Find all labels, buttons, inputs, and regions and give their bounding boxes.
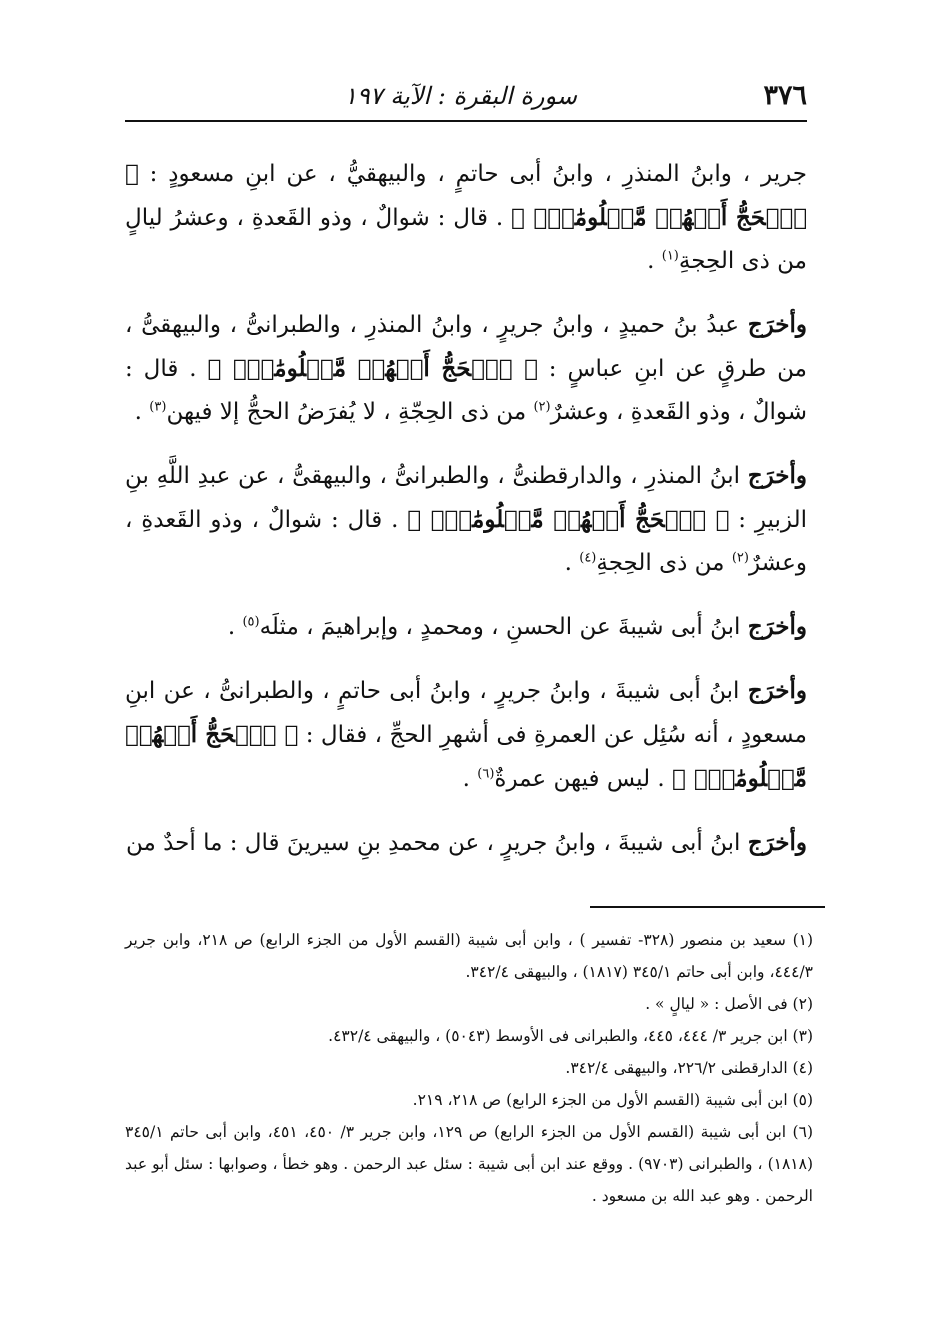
paragraph-text: من ذى الحِجّةِ ، لا يُفرَضُ الحجُّ إلا فيهن bbox=[166, 399, 534, 425]
footnote-4: (٤) الدارقطنى ٢٢٦/٢، والبيهقى ٣٤٢/٤. bbox=[565, 1059, 813, 1077]
footnote-ref: (٥) bbox=[242, 614, 260, 630]
paragraph-2 bbox=[125, 303, 807, 434]
footnote-1: (١) سعيد بن منصور (٣٢٨- تفسير ) ، وابن أبى شيبة (القسم الأول من الجزء الرابع) ص ٢١٨، وابن جرير ٤٤٤/٣، وابن أبى حاتم ٣٤٥/١ (١٨١٧) ، والبيهقى ٣٤٢/٤. bbox=[125, 931, 814, 981]
paragraph-text: عبدُ بنُ حميدٍ ، وابنُ جريرٍ ، وابنُ المنذرِ ، والطبرانىُّ ، والبيهقىُّ ، من طرقٍ عن ابنِ عباسٍ : bbox=[125, 312, 807, 382]
paragraph-text: ابنُ المنذرِ ، والدارقطنىُّ ، والطبرانىُّ ، والبيهقىُّ ، عن عبدِ اللَّهِ بنِ الزبيرِ : bbox=[125, 463, 807, 533]
footnote-2: (٢) فى الأصل : « ليالٍ » . bbox=[645, 995, 813, 1013]
quran-verse: ﴿ ٱلۡحَجُّ أَشۡهُرٞ مَّعۡلُومَٰتٞۚ ﴾ bbox=[125, 160, 807, 231]
page-header bbox=[125, 68, 807, 122]
paragraph-end: . bbox=[564, 550, 580, 576]
paragraph-text: جرير ، وابنُ المنذرِ ، وابنُ أبى حاتمٍ ، والبيهقيُّ ، عن ابنِ مسعودٍ : bbox=[138, 161, 807, 187]
paragraph-text: . قال : شوالٌ ، وذو القَعدةِ ، وعشرُ ليالٍ من ذى الحِجةِ bbox=[125, 205, 807, 274]
quran-verse: ﴿ ٱلۡحَجُّ أَشۡهُرٞ مَّعۡلُومَٰتٞۚ ﴾ bbox=[407, 506, 730, 533]
paragraph-lead: وأخرَج bbox=[747, 613, 807, 640]
paragraph-end: . bbox=[227, 614, 243, 640]
footnotes bbox=[125, 924, 813, 1212]
footnote-6: (٦) ابن أبى شيبة (القسم الأول من الجزء الرابع) ص ١٢٩، وابن جرير ٣/ ٤٥٠، ٤٥١، وابن أبى حاتم ٣٤٥/١ (١٨١٨) ، والطبرانى (٩٧٠٣) . ووقع عند ابن أبى شيبة : سئل عبد الرحمن . وهو خطأ ، وصوابها : سئل أبو عبد الرحمن . وهو عبد الله بن مسعود . bbox=[125, 1123, 813, 1205]
paragraph-text: ابنُ أبى شيبةَ ، وابنُ جريرٍ ، عن محمدِ بنِ سيرينَ قال : ما أحدٌ من bbox=[125, 830, 748, 856]
footnote-5: (٥) ابن أبى شيبة (القسم الأول من الجزء الرابع) ص ٢١٨، ٢١٩. bbox=[412, 1091, 813, 1109]
footnote-ref: (١) bbox=[661, 248, 679, 264]
paragraph-6 bbox=[125, 821, 807, 865]
page-number: ٣٧٦ bbox=[763, 80, 807, 111]
running-title: سورة البقرة : الآية ١٩٧ bbox=[343, 82, 577, 110]
paragraph-text: . ليس فيهن عمرةٌ bbox=[494, 766, 673, 792]
paragraph-4 bbox=[125, 605, 807, 649]
paragraph-1 bbox=[125, 152, 807, 283]
quran-verse: ﴿ ٱلۡحَجُّ أَشۡهُرٞ مَّعۡلُومَٰتٞۚ ﴾ bbox=[125, 721, 807, 792]
paragraph-5 bbox=[125, 669, 807, 801]
paragraph-end: . bbox=[134, 399, 150, 425]
paragraph-text: ابنُ أبى شيبةَ عن الحسنِ ، ومحمدٍ ، وإبراهيمَ ، مثلَه bbox=[259, 614, 748, 640]
paragraph-text: ابنُ أبى شيبةَ ، وابنُ جريرٍ ، وابنُ أبى حاتمٍ ، والطبرانىُّ ، عن ابنِ مسعودٍ ، أنه سُئِل عن العمرةِ فى أشهرِ الحجِّ ، فقال : bbox=[125, 678, 807, 748]
footnote-ref: (٣) bbox=[149, 399, 167, 415]
paragraph-text: . قال : شوالٌ ، وذو القَعدةِ ، وعشرٌ bbox=[125, 507, 807, 576]
footnote-divider bbox=[590, 906, 825, 908]
footnote-ref: (٦) bbox=[477, 766, 495, 782]
paragraph-end: . bbox=[647, 248, 662, 274]
footnote-ref: (٤) bbox=[579, 550, 597, 566]
paragraph-lead: وأخرَج bbox=[747, 677, 807, 704]
paragraph-text: . قال : شوالٌ ، وذو القَعدةِ ، وعشرٌ bbox=[125, 356, 807, 425]
paragraph-end: . bbox=[462, 766, 478, 792]
main-text bbox=[125, 152, 807, 885]
quran-verse: ﴿ ٱلۡحَجُّ أَشۡهُرٞ مَّعۡلُومَٰتٞۚ ﴾ bbox=[207, 355, 538, 382]
paragraph-lead: وأخرَج bbox=[747, 462, 807, 489]
paragraph-lead: وأخرَج bbox=[747, 311, 807, 338]
footnote-ref: (٢) bbox=[533, 399, 551, 415]
paragraph-lead: وأخرَج bbox=[747, 829, 807, 856]
footnote-3: (٣) ابن جرير ٣/ ٤٤٤، ٤٤٥، والطبرانى فى الأوسط (٥٠٤٣) ، والبيهقى ٤٣٢/٤. bbox=[328, 1027, 813, 1045]
paragraph-3 bbox=[125, 454, 807, 585]
footnote-ref: (٢) bbox=[731, 550, 749, 566]
paragraph-text: من ذى الحِجةِ bbox=[596, 550, 732, 576]
